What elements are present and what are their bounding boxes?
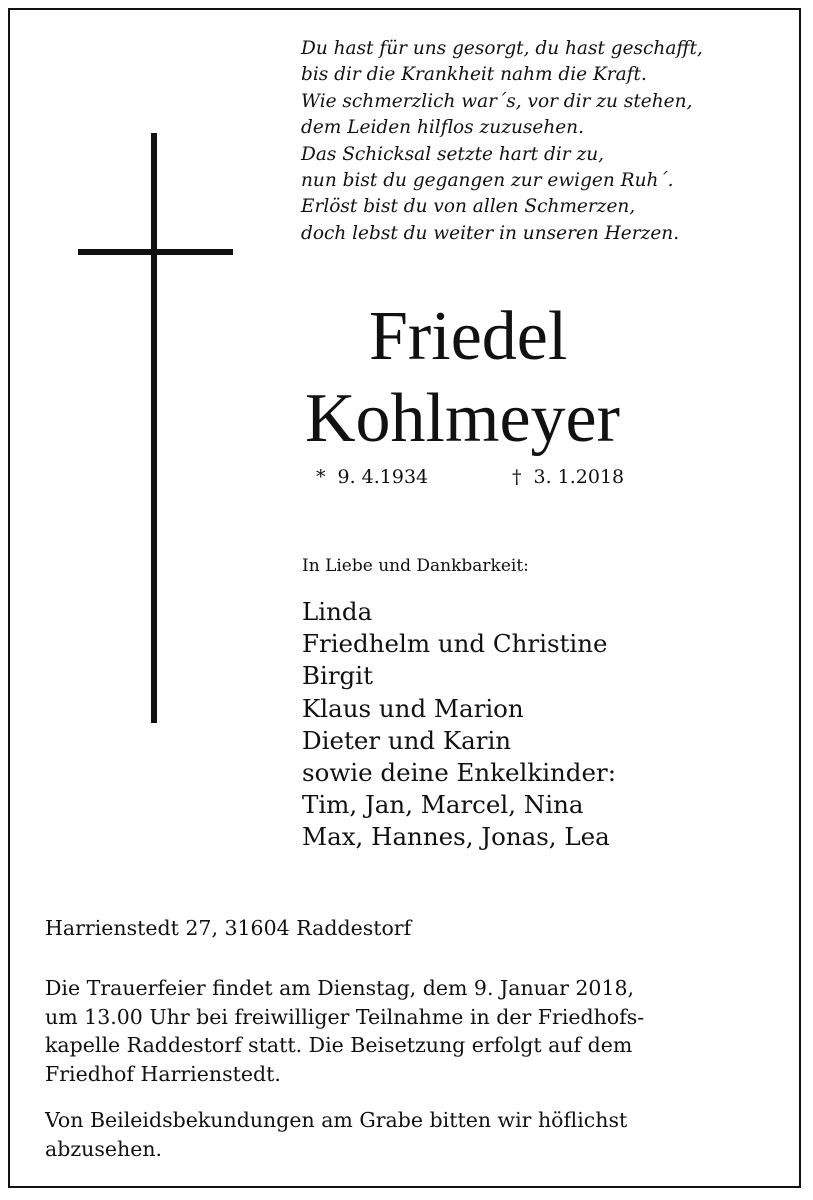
mourner-line: Klaus und Marion bbox=[302, 693, 524, 723]
deceased-last-name: Kohlmeyer bbox=[305, 380, 620, 457]
cross-horizontal-bar bbox=[78, 249, 233, 255]
poem-line: dem Leiden hilflos zuzusehen. bbox=[301, 117, 584, 139]
condolence-notice-line: Von Beileidsbekundungen am Grabe bitten wir höflichst bbox=[45, 1108, 628, 1132]
mourner-line: sowie deine Enkelkinder: bbox=[302, 758, 616, 788]
poem-line: Das Schicksal setzte hart dir zu, bbox=[301, 143, 605, 165]
cross-vertical-bar bbox=[151, 133, 157, 723]
mourner-line: Max, Hannes, Jonas, Lea bbox=[302, 822, 610, 852]
funeral-notice-line: Friedhof Harrienstedt. bbox=[45, 1061, 281, 1086]
condolence-notice-line: abzusehen. bbox=[45, 1136, 163, 1161]
poem-line: doch lebst du weiter in unseren Herzen. bbox=[301, 222, 680, 244]
mourner-line: Linda bbox=[302, 597, 373, 626]
mourner-line: Friedhelm und Christine bbox=[302, 629, 608, 659]
memorial-poem bbox=[301, 36, 781, 247]
deceased-first-name: Friedel bbox=[369, 298, 568, 375]
mourner-line: Tim, Jan, Marcel, Nina bbox=[302, 790, 584, 820]
funeral-notice-line: kapelle Raddestorf statt. Die Beisetzung erfolgt auf dem bbox=[45, 1033, 633, 1058]
poem-line: Wie schmerzlich war´s, vor dir zu stehen, bbox=[301, 90, 693, 112]
poem-line: nun bist du gegangen zur ewigen Ruh´. bbox=[301, 170, 674, 192]
poem-line: Du hast für uns gesorgt, du hast geschafft, bbox=[301, 38, 703, 59]
funeral-notice-line: Die Trauerfeier findet am Dienstag, dem 9. Januar 2018, bbox=[45, 976, 635, 1000]
birth-star-icon: * bbox=[316, 466, 326, 488]
family-address: Harrienstedt 27, 31604 Raddestorf bbox=[45, 916, 412, 940]
mourner-line: Birgit bbox=[302, 661, 373, 691]
dedication-line: In Liebe und Dankbarkeit: bbox=[302, 556, 529, 576]
funeral-notice bbox=[45, 974, 775, 1088]
death-dagger-icon: † bbox=[512, 466, 522, 488]
mourner-line: Dieter und Karin bbox=[302, 725, 512, 755]
death-date-group bbox=[512, 466, 624, 488]
death-date: 3. 1.2018 bbox=[533, 466, 625, 488]
funeral-notice-line: um 13.00 Uhr bei freiwilliger Teilnahme in der Friedhofs- bbox=[45, 1004, 645, 1029]
poem-line: Erlöst bist du von allen Schmerzen, bbox=[301, 196, 636, 218]
condolence-notice bbox=[45, 1106, 775, 1163]
birth-date: 9. 4.1934 bbox=[337, 466, 429, 488]
mourners-list bbox=[302, 596, 616, 854]
poem-line: bis dir die Krankheit nahm die Kraft. bbox=[301, 64, 647, 86]
birth-date-group bbox=[316, 466, 428, 488]
